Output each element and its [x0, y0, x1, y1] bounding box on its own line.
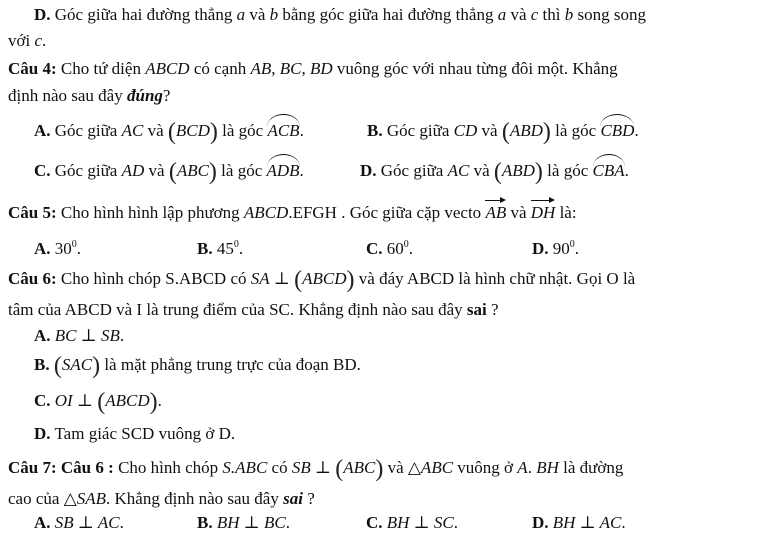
- vector: DH: [530, 203, 556, 222]
- text: vuông ở: [453, 458, 518, 477]
- emphasis: sai: [283, 489, 303, 508]
- text: và: [506, 203, 531, 222]
- option-label: D.: [532, 239, 549, 258]
- math: ABCD: [145, 59, 190, 78]
- question-label: Câu 6:: [8, 269, 57, 288]
- text: Góc giữa: [376, 161, 448, 180]
- paren-left: (: [167, 119, 176, 145]
- question-7-stem: [8, 456, 624, 482]
- text: .: [624, 161, 629, 180]
- math: SB ⊥ AC: [54, 513, 120, 532]
- math: OI ⊥: [54, 391, 98, 410]
- text: Cho hình chóp: [113, 458, 223, 477]
- value: 30: [54, 239, 72, 258]
- text: .: [238, 239, 244, 258]
- text: là:: [555, 203, 577, 222]
- question-7-option: [366, 513, 458, 533]
- degree: 0: [403, 239, 409, 250]
- question-label: Câu 5:: [8, 203, 57, 222]
- option-label: C.: [34, 391, 51, 410]
- question-5-option: [34, 235, 81, 259]
- text: vuông góc với nhau từng đôi một. Khẳng: [332, 59, 618, 78]
- paren-right: ): [375, 456, 384, 482]
- question-label: Câu 4:: [8, 59, 57, 78]
- paren-left: (: [493, 159, 502, 185]
- option-label: B.: [34, 355, 50, 374]
- math: ABCD: [105, 391, 150, 410]
- text: là mặt phẳng trung trực của đoạn BD.: [100, 355, 361, 374]
- option-label: B.: [367, 121, 383, 140]
- paren-right: ): [92, 353, 101, 379]
- math: BH ⊥ BC: [216, 513, 286, 532]
- math: AC: [121, 121, 144, 140]
- paren-right: ): [346, 267, 355, 293]
- text: .: [299, 161, 304, 180]
- math: ABC: [343, 458, 376, 477]
- value: 60: [386, 239, 404, 258]
- text: và: [469, 161, 494, 180]
- text: .: [119, 513, 124, 532]
- text: là góc: [542, 161, 593, 180]
- text: .: [621, 513, 626, 532]
- option-label: A.: [34, 513, 51, 532]
- question-6-option-c: [34, 389, 162, 415]
- text: .: [527, 458, 537, 477]
- text: .: [76, 239, 82, 258]
- text: Góc giữa: [50, 121, 122, 140]
- text: .: [574, 239, 580, 258]
- option-label: B.: [197, 513, 213, 532]
- text: và: [245, 5, 270, 24]
- var: b: [564, 5, 574, 24]
- text: Góc giữa: [382, 121, 454, 140]
- question-5-option: [532, 235, 579, 259]
- paren-right: ): [208, 159, 217, 185]
- text: Góc giữa hai đường thẳng: [50, 5, 237, 24]
- question-7-option: [532, 513, 626, 533]
- text: .: [408, 239, 414, 258]
- question-7-option: [34, 513, 124, 533]
- prev-option-d-cont: [8, 31, 46, 51]
- var: c: [34, 31, 43, 50]
- option-label: A.: [34, 326, 51, 345]
- paren-left: (: [53, 353, 62, 379]
- option-label: B.: [197, 239, 213, 258]
- angle: CBD: [600, 118, 634, 141]
- option-label: D.: [360, 161, 377, 180]
- option-label: C.: [366, 513, 383, 532]
- var: c: [530, 5, 539, 24]
- math: CD: [453, 121, 478, 140]
- question-4-option-c: [34, 158, 304, 185]
- text: ,: [271, 59, 280, 78]
- text: là góc: [550, 121, 601, 140]
- text: định nào sau đây: [8, 86, 127, 105]
- option-label: D.: [532, 513, 549, 532]
- text: . Góc giữa cặp vecto: [336, 203, 486, 222]
- question-6-option-a: [34, 326, 124, 346]
- text: cao của: [8, 489, 64, 508]
- text: ?: [162, 86, 171, 105]
- text: Cho hình chóp S.ABCD có: [56, 269, 251, 288]
- text: là đường: [558, 458, 624, 477]
- question-4-stem-cont: [8, 86, 170, 106]
- var: a: [236, 5, 246, 24]
- math: AC: [447, 161, 470, 180]
- text: .: [285, 513, 290, 532]
- text: và: [143, 121, 168, 140]
- question-6-option-d: [34, 424, 235, 444]
- degree: 0: [569, 239, 575, 250]
- option-label: C.: [34, 161, 51, 180]
- math: .EFGH: [288, 203, 337, 222]
- math: A: [517, 458, 528, 477]
- option-label: D.: [34, 5, 51, 24]
- text: .: [299, 121, 304, 140]
- math: S.ABC: [222, 458, 268, 477]
- math: BH: [536, 458, 559, 477]
- math: △SAB: [63, 489, 107, 508]
- text: ?: [486, 300, 499, 319]
- prev-option-d: [34, 5, 646, 25]
- text: ?: [302, 489, 315, 508]
- math: SA: [250, 269, 270, 288]
- text: song song: [573, 5, 646, 24]
- option-label: D.: [34, 424, 51, 443]
- math: BC ⊥ SB: [54, 326, 120, 345]
- option-label: C.: [366, 239, 383, 258]
- question-7-option: [197, 513, 290, 533]
- text: .: [42, 31, 47, 50]
- math: ABD: [509, 121, 543, 140]
- emphasis: đúng: [126, 86, 163, 105]
- math: ABD: [501, 161, 535, 180]
- text: là góc: [217, 121, 268, 140]
- var: b: [269, 5, 279, 24]
- math: BC: [279, 59, 302, 78]
- question-6-stem: [8, 267, 636, 293]
- math: ABCD: [302, 269, 347, 288]
- text: có: [267, 458, 292, 477]
- text: bằng góc giữa hai đường thẳng: [278, 5, 498, 24]
- text: và đáy ABCD là hình chữ nhật. Gọi O là: [354, 269, 636, 288]
- math: ⊥: [269, 269, 295, 288]
- text: Cho tứ diện: [56, 59, 146, 78]
- text: là góc: [216, 161, 267, 180]
- question-5-stem: [8, 203, 577, 223]
- text: .: [453, 513, 459, 532]
- math: ABC: [176, 161, 209, 180]
- question-4-stem: [8, 59, 618, 79]
- var: a: [497, 5, 507, 24]
- text: và: [506, 5, 531, 24]
- math: ABCD: [243, 203, 289, 222]
- question-4-option-a: [34, 118, 304, 145]
- angle: CBA: [593, 158, 625, 181]
- text: .: [634, 121, 639, 140]
- angle: ACB: [267, 118, 299, 141]
- text: Cho hình hình lập phương: [56, 203, 244, 222]
- paren-right: ): [534, 159, 543, 185]
- question-4-option-d: [360, 158, 629, 185]
- paren-right: ): [209, 119, 218, 145]
- math: BCD: [175, 121, 210, 140]
- question-4-option-b: [367, 118, 639, 145]
- vector: AB: [485, 203, 507, 222]
- math: BD: [310, 59, 333, 78]
- question-7-stem-cont: [8, 489, 315, 509]
- paren-left: (: [294, 267, 303, 293]
- paren-left: (: [97, 389, 106, 415]
- math: SB ⊥: [291, 458, 336, 477]
- text: .: [157, 391, 162, 410]
- text: với: [8, 31, 35, 50]
- text: thì: [538, 5, 565, 24]
- text: có cạnh: [189, 59, 251, 78]
- paren-left: (: [335, 456, 344, 482]
- paren-left: (: [501, 119, 510, 145]
- text: và: [144, 161, 169, 180]
- text: và: [477, 121, 502, 140]
- math: AB: [250, 59, 272, 78]
- text: .: [119, 326, 125, 345]
- question-5-option: [366, 235, 413, 259]
- math: BH ⊥ AC: [552, 513, 622, 532]
- option-label: A.: [34, 239, 51, 258]
- option-label: A.: [34, 121, 51, 140]
- paren-left: (: [168, 159, 177, 185]
- math: SAC: [61, 355, 93, 374]
- math: AD: [121, 161, 145, 180]
- emphasis: sai: [466, 300, 487, 319]
- value: 45: [216, 239, 234, 258]
- paren-right: ): [542, 119, 551, 145]
- question-label: Câu 6 :: [56, 458, 114, 477]
- text: và: [383, 458, 408, 477]
- paren-right: ): [149, 389, 158, 415]
- text: tâm của ABCD và I là trung điểm của SC. Khẳng định nào sau đây: [8, 300, 467, 319]
- angle: ADB: [267, 158, 300, 181]
- degree: 0: [71, 239, 77, 250]
- math: △ABC: [407, 458, 454, 477]
- question-label: Câu 7:: [8, 458, 57, 477]
- question-6-option-b: [34, 353, 361, 379]
- text: Góc giữa: [50, 161, 122, 180]
- question-5-option: [197, 235, 243, 259]
- text: ,: [301, 59, 310, 78]
- text: Tam giác SCD vuông ở D.: [50, 424, 236, 443]
- degree: 0: [233, 239, 239, 250]
- question-6-stem-cont: [8, 300, 499, 320]
- math: BH ⊥ SC: [386, 513, 454, 532]
- text: . Khẳng định nào sau đây: [106, 489, 284, 508]
- value: 90: [552, 239, 570, 258]
